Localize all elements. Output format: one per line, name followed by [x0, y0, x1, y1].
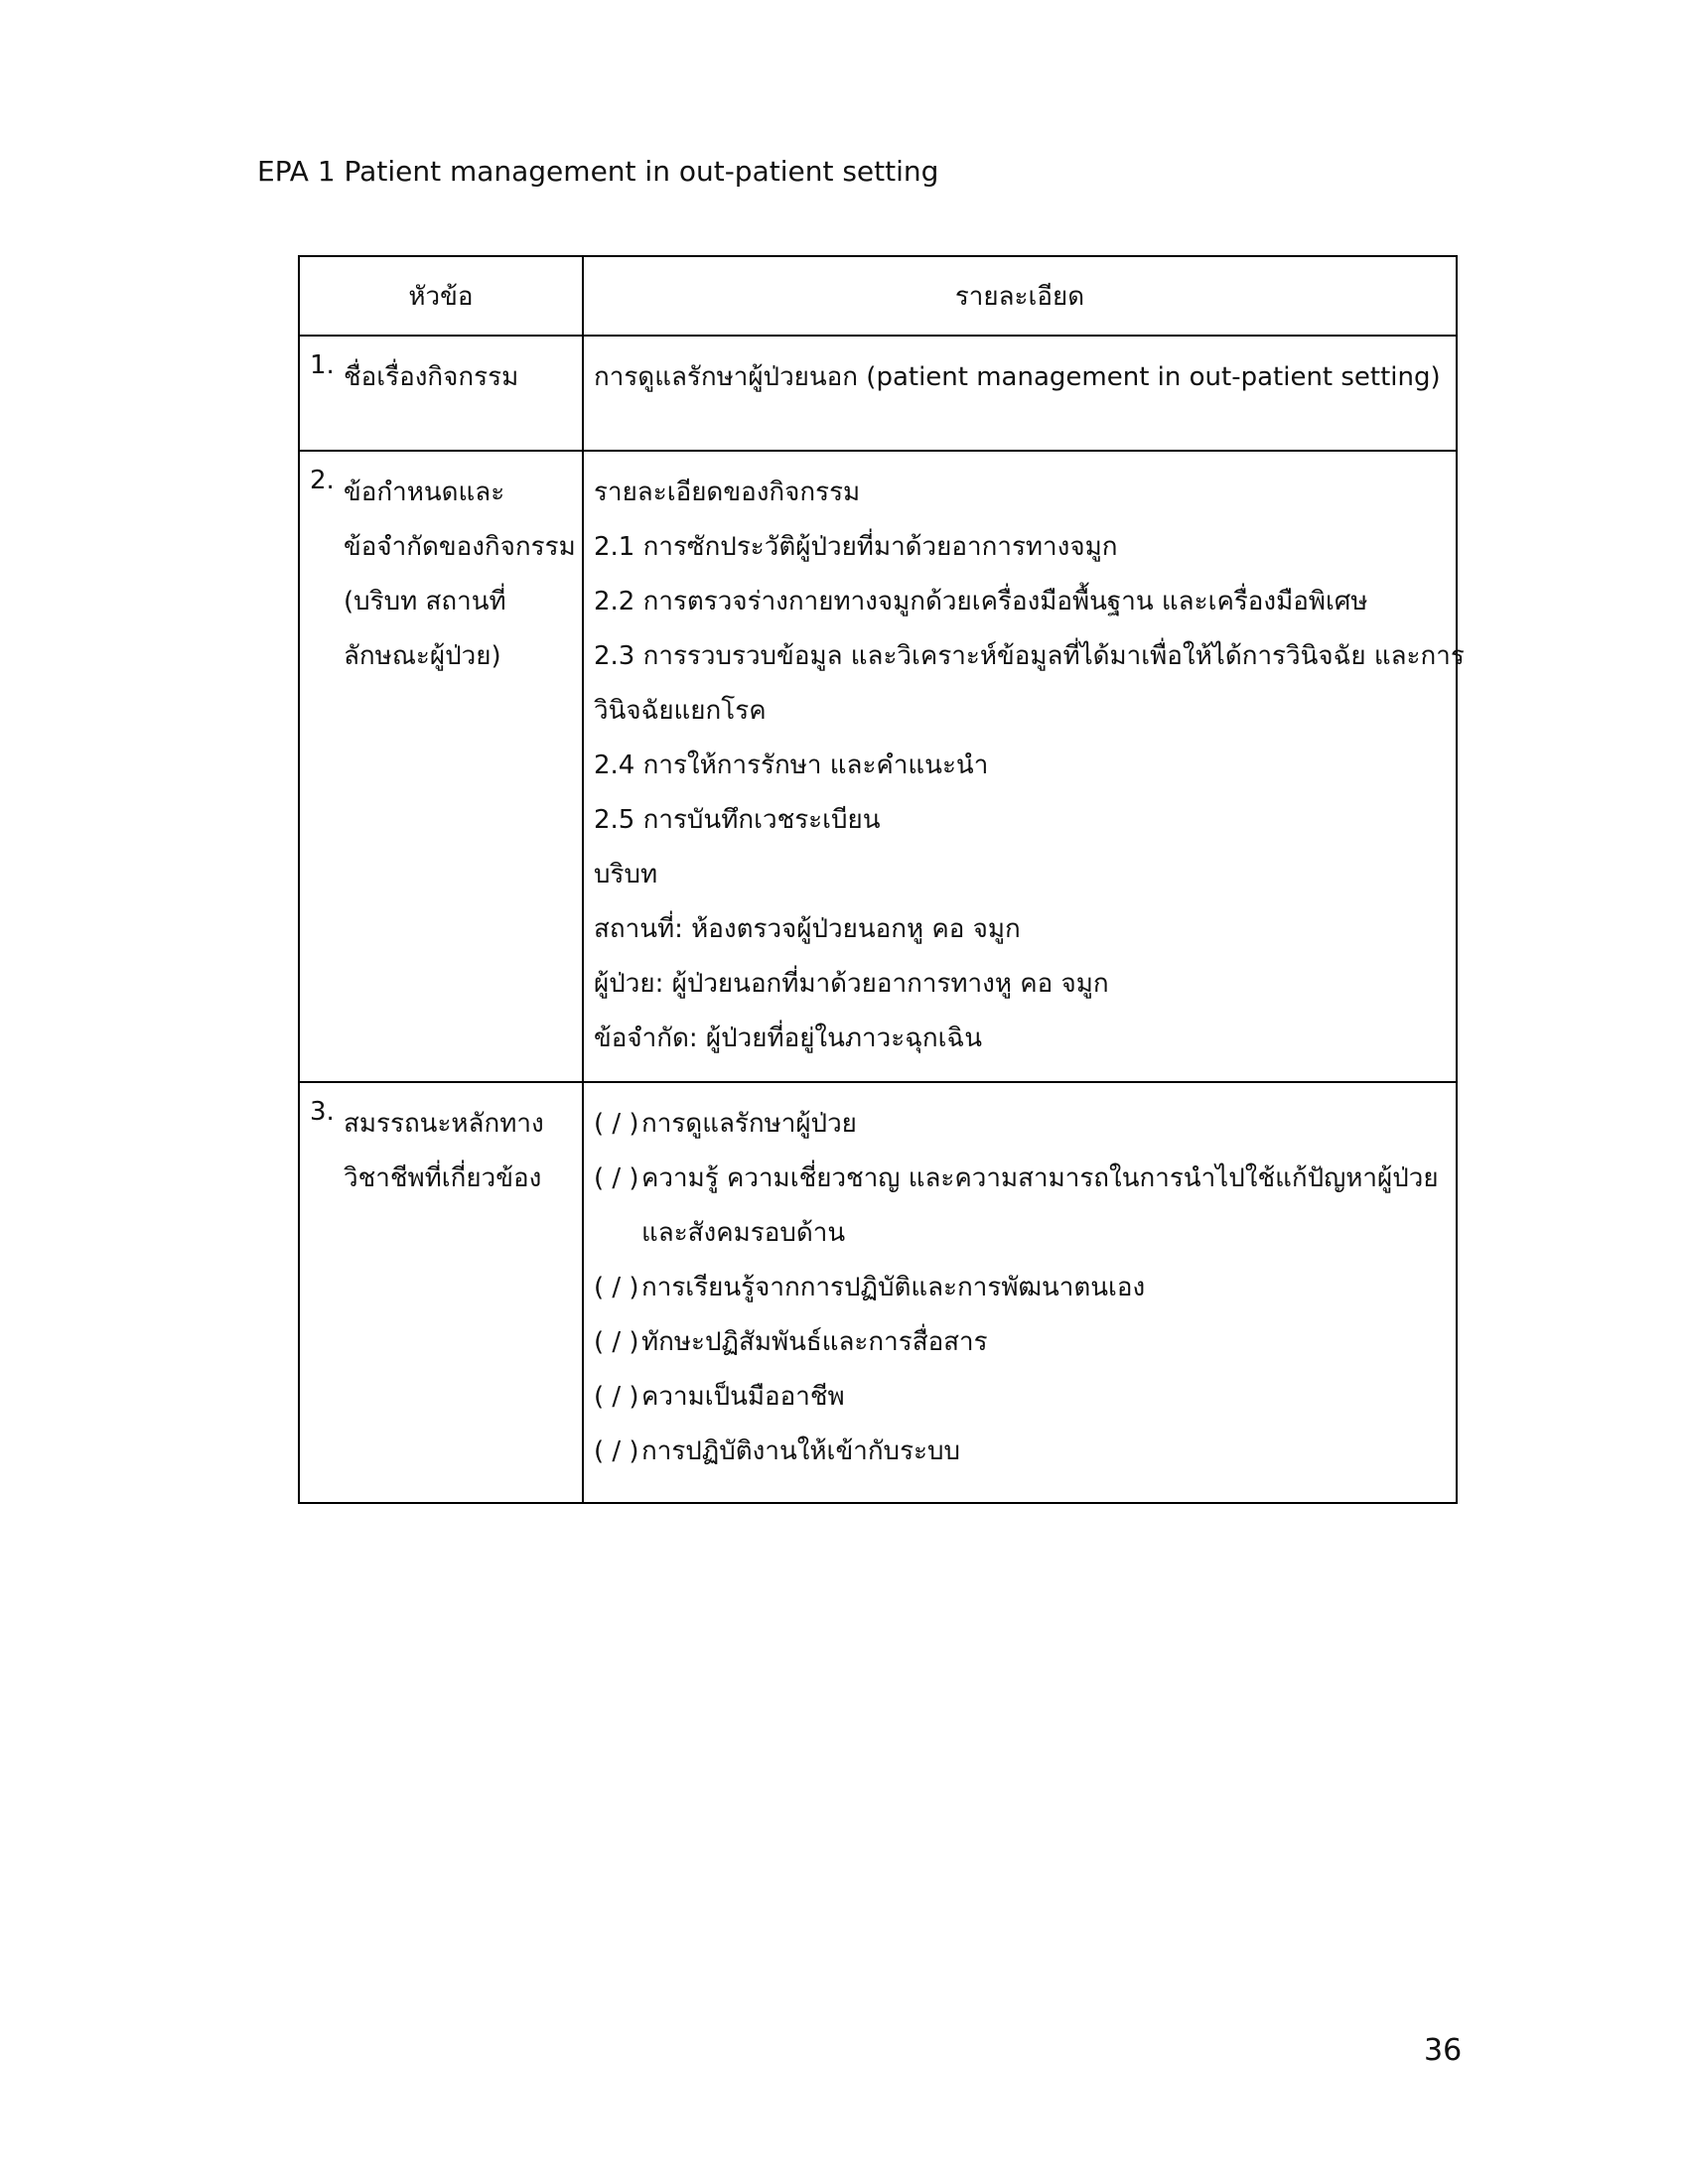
row-number: 2.	[310, 466, 335, 495]
detail-cell	[583, 336, 1457, 451]
detail-line: ข้อจำกัด: ผู้ป่วยที่อยู่ในภาวะฉุกเฉิน	[594, 1024, 983, 1053]
header-detail: รายละเอียด	[583, 256, 1457, 336]
document-title: EPA 1 Patient management in out-patient setting	[257, 155, 939, 188]
detail-line: สถานที่: ห้องตรวจผู้ป่วยนอกหู คอ จมูก	[594, 914, 1021, 944]
table-header-row	[299, 256, 1457, 336]
topic-line: ชื่อเรื่องกิจกรรม	[344, 362, 519, 392]
topic-line: (บริบท สถานที่	[344, 587, 506, 616]
competency-text: ความเป็นมืออาชีพ	[641, 1382, 845, 1412]
detail-heading: รายละเอียดของกิจกรรม	[594, 478, 861, 507]
check-mark: ( / )	[594, 1327, 639, 1357]
topic-line: ลักษณะผู้ป่วย)	[344, 641, 501, 671]
check-mark: ( / )	[594, 1109, 639, 1139]
detail-line: 2.2 การตรวจร่างกายทางจมูกด้วยเครื่องมือพื้นฐาน และเครื่องมือพิเศษ	[594, 587, 1368, 616]
page-number: 36	[1424, 2033, 1463, 2068]
check-mark: ( / )	[594, 1436, 639, 1466]
topic-cell	[299, 451, 583, 1082]
detail-line: 2.4 การให้การรักษา และคำแนะนำ	[594, 751, 989, 780]
competency-text: การปฏิบัติงานให้เข้ากับระบบ	[641, 1436, 961, 1466]
detail-line: 2.3 การรวบรวบข้อมูล และวิเคราะห์ข้อมูลที่ได้มาเพื่อให้ได้การวินิจฉัย และการ	[594, 641, 1465, 671]
topic-cell	[299, 336, 583, 451]
competency-text: และสังคมรอบด้าน	[641, 1218, 846, 1248]
header-topic: หัวข้อ	[299, 256, 583, 336]
competency-text: การเรียนรู้จากการปฏิบัติและการพัฒนาตนเอง	[641, 1273, 1146, 1302]
row-number: 3.	[310, 1097, 335, 1127]
detail-cell	[583, 451, 1465, 1082]
competency-item	[594, 1315, 1446, 1370]
detail-line: วินิจฉัยแยกโรค	[594, 696, 767, 726]
topic-line: สมรรถนะหลักทาง	[344, 1109, 544, 1139]
check-mark: ( / )	[594, 1382, 639, 1412]
detail-heading: บริบท	[594, 860, 658, 889]
epa-table	[298, 255, 1465, 1504]
competency-item	[594, 1261, 1446, 1315]
check-mark: ( / )	[594, 1273, 639, 1302]
table-row	[299, 451, 1457, 1082]
table-row	[299, 336, 1457, 451]
detail-line: 2.1 การซักประวัติผู้ป่วยที่มาด้วยอาการทางจมูก	[594, 532, 1118, 562]
competency-item	[594, 1425, 1446, 1479]
competency-text: การดูแลรักษาผู้ป่วย	[641, 1109, 857, 1139]
competency-text: ความรู้ ความเชี่ยวชาญ และความสามารถในการนำไปใช้แก้ปัญหาผู้ป่วย	[641, 1163, 1439, 1193]
detail-line: 2.5 การบันทึกเวชระเบียน	[594, 805, 881, 835]
check-mark: ( / )	[594, 1163, 639, 1193]
topic-line: ข้อกำหนดและ	[344, 478, 505, 507]
detail-line: การดูแลรักษาผู้ป่วยนอก (patient management in out-patient setting)	[594, 362, 1441, 392]
topic-cell	[299, 1082, 583, 1503]
competency-item	[594, 1370, 1446, 1425]
row-number: 1.	[310, 350, 335, 380]
detail-cell	[583, 1082, 1457, 1503]
detail-line: ผู้ป่วย: ผู้ป่วยนอกที่มาด้วยอาการทางหู คอ จมูก	[594, 969, 1109, 999]
competency-item	[594, 1097, 1446, 1152]
competency-text: ทักษะปฏิสัมพันธ์และการสื่อสาร	[641, 1327, 988, 1357]
competency-item	[594, 1152, 1446, 1261]
topic-line: วิชาชีพที่เกี่ยวข้อง	[344, 1163, 542, 1193]
topic-line: ข้อจำกัดของกิจกรรม	[344, 532, 576, 562]
table-row	[299, 1082, 1457, 1503]
